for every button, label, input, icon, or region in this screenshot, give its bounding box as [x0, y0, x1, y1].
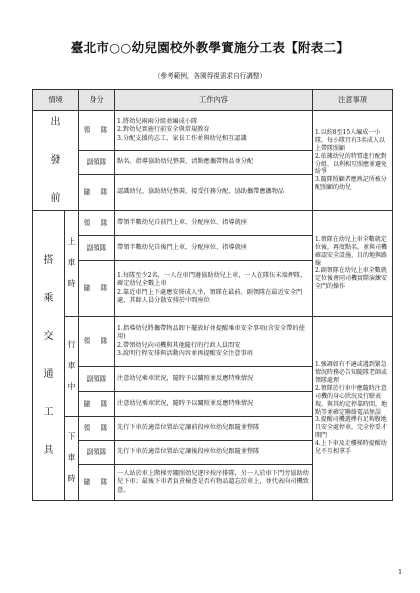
- work-boarding-deputy: 帶領半數幼兒自後門上車、分配座位、指導就座: [115, 236, 313, 261]
- role-deputy: 副領隊: [79, 441, 115, 465]
- document-title: 臺北市○○幼兒園校外教學實施分工表【附表二】: [70, 40, 350, 55]
- document-subtitle: （參考範例，各園得視需求自行調整）: [153, 72, 267, 80]
- table-row: [33, 317, 393, 367]
- work-departure-deputy: 點名、指導協助幼兒整裝、清點應攜帶物品並分配: [115, 151, 313, 175]
- role-escort: 隨 隊: [79, 261, 115, 317]
- work-riding-leader: 1.指導幼兒將攜帶物品卸下擺放好並提醒乘車安全事項(含安全帶的使用) 2.帶領幼兒向司機與其他隨行的行政人員問安 3.說明行程安排與活動內容並再提醒安全注意事項: [115, 317, 313, 367]
- table-row: [33, 211, 393, 236]
- role-leader: 領 隊: [79, 211, 115, 236]
- stage-boarding: 上 車 時: [65, 211, 79, 317]
- page-number: 1: [398, 568, 403, 576]
- stage-alighting: 下 車 時: [65, 417, 79, 501]
- situation-departure: 出 發 前: [33, 111, 79, 211]
- role-leader: 領 隊: [79, 317, 115, 367]
- work-departure-escort: 認識幼兒、協助幼兒整裝、接受任務分配、協助攜帶應攜物品: [115, 175, 313, 211]
- notes-boarding: 1.領隊在幼兒上車全數就定位後，再度點名，並與司機確認安全設施、目的地與路線 2.副領隊在幼兒上車全數就定位後會同司機實際演練安全門的操作: [313, 211, 393, 317]
- column-header-role: 身分: [79, 90, 115, 111]
- role-escort: 隨 隊: [79, 175, 115, 211]
- column-header-notes: 注意事項: [313, 90, 393, 111]
- work-riding-deputy: 注意幼兒乘車狀況，隨時予以關照並反應特殊情況: [115, 367, 313, 392]
- role-deputy: 副領隊: [79, 151, 115, 175]
- role-leader: 領 隊: [79, 111, 115, 151]
- role-deputy: 副領隊: [79, 236, 115, 261]
- notes-riding: 1.強調如有不適或遇到緊急情況時務必告知隨隊老師或領隊處理 2.領隊於行車中應隨時注意司機的身心狀況及行駛表現，與其約定停靠時間，地點等並確定聯絡電話無誤 3.提醒司機選擇有足夠腹地且安全處停車，完全停妥才開門 4.上下車及走樓梯時提醒幼兒不互相拿手: [313, 317, 393, 501]
- work-departure-leader: 1.將幼兒兩兩分組並編成小隊 2.對幼兒實施行前安全與常規教育 3.分配支援的志工、家長工作並與幼兒相互認識: [115, 111, 313, 151]
- role-deputy: 副領隊: [79, 367, 115, 392]
- table-row: [33, 111, 393, 151]
- stage-riding: 行 車 中: [65, 317, 79, 417]
- role-escort: 隨 隊: [79, 392, 115, 417]
- work-alighting-leader: 先行下車於適當位置站定讓前段座位幼兒跟隨並整隊: [115, 417, 313, 441]
- role-leader: 領 隊: [79, 417, 115, 441]
- work-alighting-deputy: 先行下車於適當位置站定讓後段座位幼兒跟隨並整隊: [115, 441, 313, 465]
- role-escort: 隨 隊: [79, 465, 115, 501]
- column-header-work: 工作內容: [115, 90, 313, 111]
- work-boarding-escort: 1.每隊至少2名，一人在車門邊協助幼兒上車，一人在隊伍末端押隊，確定幼兒全數上車 2.靠近車門上下處應安排成人坐，領隊在最前、副領隊在最近安全門處，其餘人員分散安排於中間座位: [115, 261, 313, 317]
- column-header-situation: 情境: [33, 90, 79, 111]
- situation-transport: 搭 乘 交 通 工 具: [33, 211, 65, 501]
- table-header-row: [33, 90, 393, 111]
- notes-departure: 1.以約8至15人編成一小隊，每小隊宜有3名成人以上帶隊照顧 2.依據幼兒的特質進行配對分組，以利相互照應並避免紛爭 3.隨隊照顧者應熟記所被分配照顧的幼兒: [313, 111, 393, 211]
- work-alighting-escort: 一人站於車上階梯旁關照幼兒逐序按序排隊，另一人於車下門旁協助幼兒下車；最後下車者負責檢查是否有物品遺忘於車上，並代表向司機致意。: [115, 465, 313, 501]
- work-riding-escort: 注意幼兒乘車狀況，隨時予以關照並反應特殊情況: [115, 392, 313, 417]
- work-boarding-leader: 帶領半數幼兒自前門上車、分配座位、指導就座: [115, 211, 313, 236]
- division-of-labor-table: [32, 89, 393, 501]
